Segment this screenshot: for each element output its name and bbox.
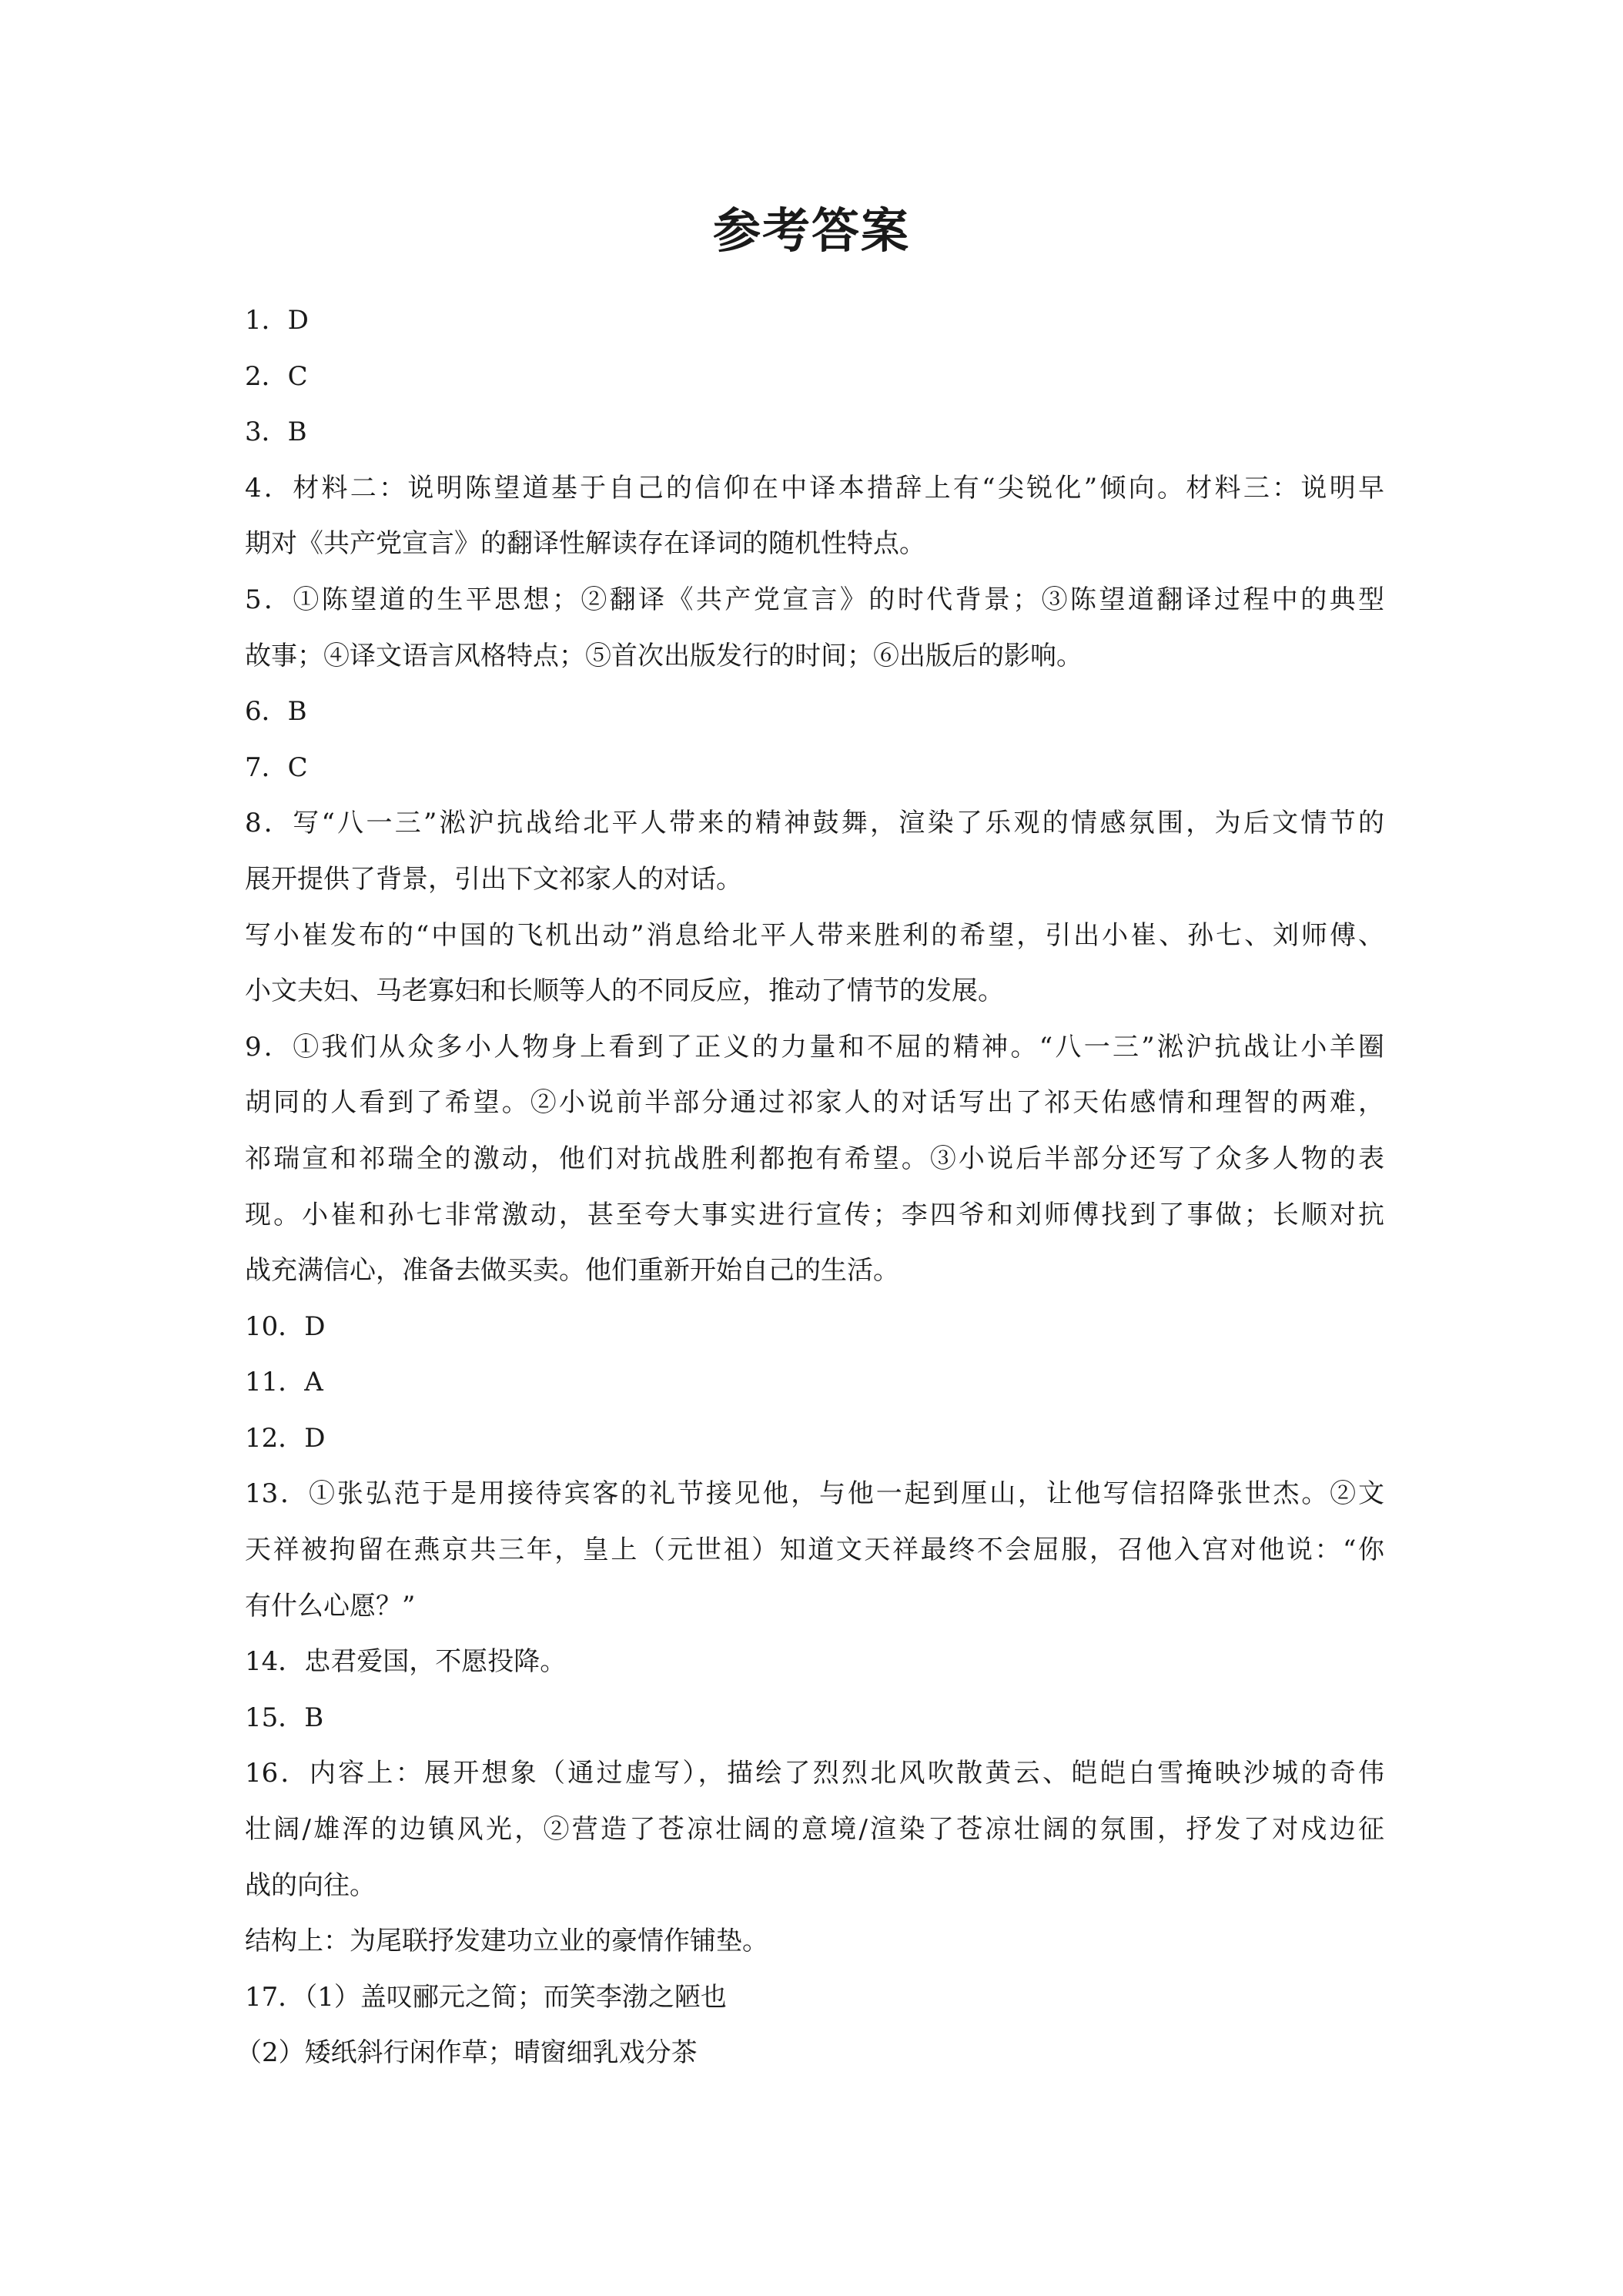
answer-line: 11．A <box>245 1367 323 1398</box>
answer-line: 2．C <box>245 360 308 392</box>
answer-line: 故事；④译文语言风格特点；⑤首次出版发行的时间；⑥出版后的影响。 <box>245 640 1083 671</box>
answer-line: 8．写“八一三”淞沪抗战给北平人带来的精神鼓舞，渲染了乐观的情感氛围，为后文情节的 <box>245 808 1384 839</box>
answer-line: 展开提供了背景，引出下文祁家人的对话。 <box>245 863 742 895</box>
page-title: 参考答案 <box>712 202 910 259</box>
answer-line: 6．B <box>245 696 307 728</box>
answer-line: 胡同的人看到了希望。②小说前半部分通过祁家人的对话写出了祁天佑感情和理智的两难， <box>245 1087 1384 1119</box>
answer-line: 战充满信心，准备去做买卖。他们重新开始自己的生活。 <box>245 1255 899 1287</box>
answer-line: 小文夫妇、马老寡妇和长顺等人的不同反应，推动了情节的发展。 <box>245 976 1004 1007</box>
answer-line: 3．B <box>245 417 307 448</box>
answer-line: （2）矮纸斜行闲作草；晴窗细乳戏分茶 <box>236 2037 698 2069</box>
answer-line: 16．内容上：展开想象（通过虚写），描绘了烈烈北风吹散黄云、皑皑白雪掩映沙城的奇伟 <box>245 1758 1384 1789</box>
answer-line: 祁瑞宣和祁瑞全的激动，他们对抗战胜利都抱有希望。③小说后半部分还写了众多人物的表 <box>245 1143 1384 1174</box>
answer-line: 13．①张弘范于是用接待宾客的礼节接见他，与他一起到厘山，让他写信招降张世杰。②文 <box>245 1478 1384 1510</box>
answer-line: 14．忠君爱国，不愿投降。 <box>245 1646 567 1678</box>
answer-list <box>236 293 1384 2081</box>
answer-line: 5．①陈望道的生平思想；②翻译《共产党宣言》的时代背景；③陈望道翻译过程中的典型 <box>245 584 1384 615</box>
answer-line: 17．（1）盖叹郦元之简；而笑李渤之陋也 <box>245 1981 727 2013</box>
answer-line: 10．D <box>245 1310 326 1342</box>
answer-line: 天祥被拘留在燕京共三年，皇上（元世祖）知道文天祥最终不会屈服，召他入宫对他说：“你 <box>245 1535 1384 1566</box>
answer-line: 1．D <box>245 305 309 336</box>
answer-line: 15．B <box>245 1702 324 1733</box>
answer-line: 结构上：为尾联抒发建功立业的豪情作铺垫。 <box>245 1926 768 1957</box>
answer-line: 9．①我们从众多小人物身上看到了正义的力量和不屈的精神。“八一三”淞沪抗战让小羊圈 <box>245 1031 1384 1063</box>
answer-line: 4．材料二：说明陈望道基于自己的信仰在中译本措辞上有“尖锐化”倾向。材料三：说明早 <box>245 472 1384 504</box>
answer-line: 壮阔/雄浑的边镇风光，②营造了苍凉壮阔的意境/渲染了苍凉壮阔的氛围，抒发了对戍边征 <box>245 1814 1384 1846</box>
answer-line: 战的向往。 <box>245 1869 376 1901</box>
answer-line: 现。小崔和孙七非常激动，甚至夸大事实进行宣传；李四爷和刘师傅找到了事做；长顺对抗 <box>245 1199 1384 1230</box>
answer-line: 7．C <box>245 751 308 783</box>
answer-line: 期对《共产党宣言》的翻译性解读存在译词的随机性特点。 <box>245 528 925 560</box>
answer-line: 12．D <box>245 1422 326 1454</box>
answer-line: 写小崔发布的“中国的飞机出动”消息给北平人带来胜利的希望，引出小崔、孙七、刘师傅、 <box>245 919 1384 951</box>
answer-line: 有什么心愿？” <box>245 1590 416 1622</box>
